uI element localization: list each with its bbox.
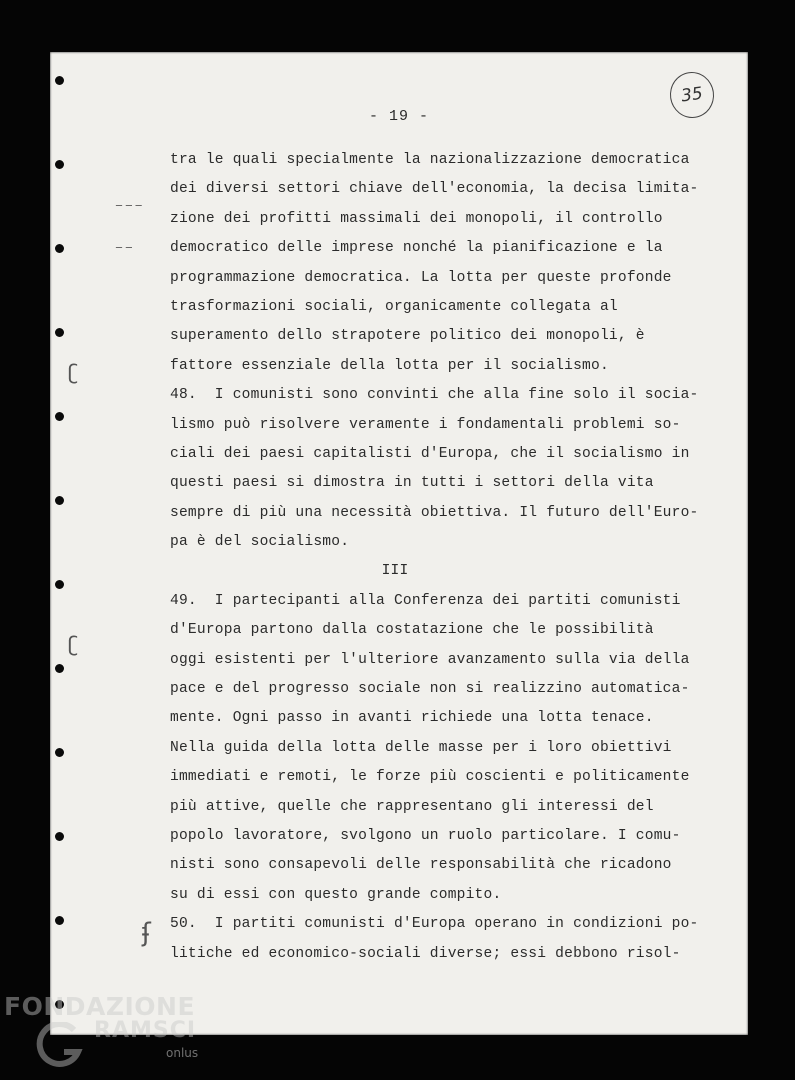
text-line: tra le quali specialmente la nazionalizzazione democratica	[170, 152, 690, 168]
fondazione-gramsci-watermark	[4, 992, 204, 1072]
text-line: fattore essenziale della lotta per il socialismo.	[170, 357, 609, 374]
text-line: su di essi con questo grande compito.	[170, 886, 502, 903]
watermark-line-1: FONDAZIONE	[4, 992, 196, 1021]
text-line: Nella guida della lotta delle masse per i loro obiettivi	[170, 739, 672, 756]
text-line: zione dei profitti massimali dei monopoli, il controllo	[170, 210, 663, 227]
punch-hole	[55, 412, 64, 421]
text-line: lismo può risolvere veramente i fondamentali problemi so-	[170, 416, 681, 433]
text-line: superamento dello strapotere politico dei monopoli, è	[170, 328, 645, 345]
text-line: programmazione democratica. La lotta per queste profonde	[170, 269, 672, 286]
page-number: - 19 -	[368, 108, 429, 125]
text-line: oggi esistenti per l'ulteriore avanzamento sulla via della	[170, 651, 690, 668]
text-line: mente. Ogni passo in avanti richiede una lotta tenace.	[170, 710, 654, 727]
punch-hole	[55, 328, 64, 337]
text-line: pace e del progresso sociale non si realizzino automatica-	[170, 681, 690, 698]
punch-hole	[55, 160, 64, 169]
document-page	[50, 52, 748, 1035]
margin-bracket-mark: ʄ	[142, 918, 151, 948]
margin-scribble-mark: ʗ	[68, 632, 79, 656]
text-line: pa è del socialismo.	[170, 534, 350, 551]
text-line: d'Europa partono dalla costatazione che le possibilità	[170, 622, 654, 639]
punch-hole	[55, 664, 64, 673]
margin-dash-mark: _ _ _	[116, 192, 142, 206]
text-line: ciali dei paesi capitalisti d'Europa, che il socialismo in	[170, 445, 690, 462]
punch-hole	[55, 916, 64, 925]
margin-scribble-mark: ʗ	[68, 360, 79, 384]
margin-dash-mark: _ _	[116, 234, 132, 248]
text-line: immediati e remoti, le forze più coscienti e politicamente	[170, 769, 690, 786]
text-line: popolo lavoratore, svolgono un ruolo particolare. I comu-	[170, 827, 681, 844]
gramsci-logo-icon	[34, 1022, 90, 1068]
paragraph-49-start: 49. I partecipanti alla Conferenza dei partiti comunisti	[170, 592, 681, 609]
text-line: litiche ed economico-sociali diverse; essi debbono risol-	[170, 945, 681, 962]
punch-hole	[55, 832, 64, 841]
punch-hole	[55, 76, 64, 85]
body-text	[170, 146, 730, 969]
punch-hole	[55, 244, 64, 253]
punch-hole	[55, 748, 64, 757]
text-line: democratico delle imprese nonché la pianificazione e la	[170, 240, 663, 257]
text-line: sempre di più una necessità obiettiva. Il futuro dell'Euro-	[170, 504, 699, 521]
text-line: questi paesi si dimostra in tutti i settori della vita	[170, 475, 654, 492]
punch-hole	[55, 580, 64, 589]
paragraph-50-start: 50. I partiti comunisti d'Europa operano in condizioni po-	[170, 916, 699, 933]
watermark-suffix: onlus	[166, 1046, 199, 1060]
text-line: trasformazioni sociali, organicamente collegata al	[170, 298, 618, 315]
watermark-line-2: RAMSCI	[94, 1018, 197, 1043]
text-line: più attive, quelle che rappresentano gli interessi del	[170, 798, 654, 815]
punch-hole	[55, 496, 64, 505]
text-line: nisti sono consapevoli delle responsabilità che ricadono	[170, 857, 672, 874]
paragraph-48-start: 48. I comunisti sono convinti che alla fine solo il socia-	[170, 387, 699, 404]
archive-stamp: 35	[667, 69, 717, 121]
section-heading: III	[381, 563, 409, 580]
text-line: dei diversi settori chiave dell'economia, la decisa limita-	[170, 181, 699, 198]
